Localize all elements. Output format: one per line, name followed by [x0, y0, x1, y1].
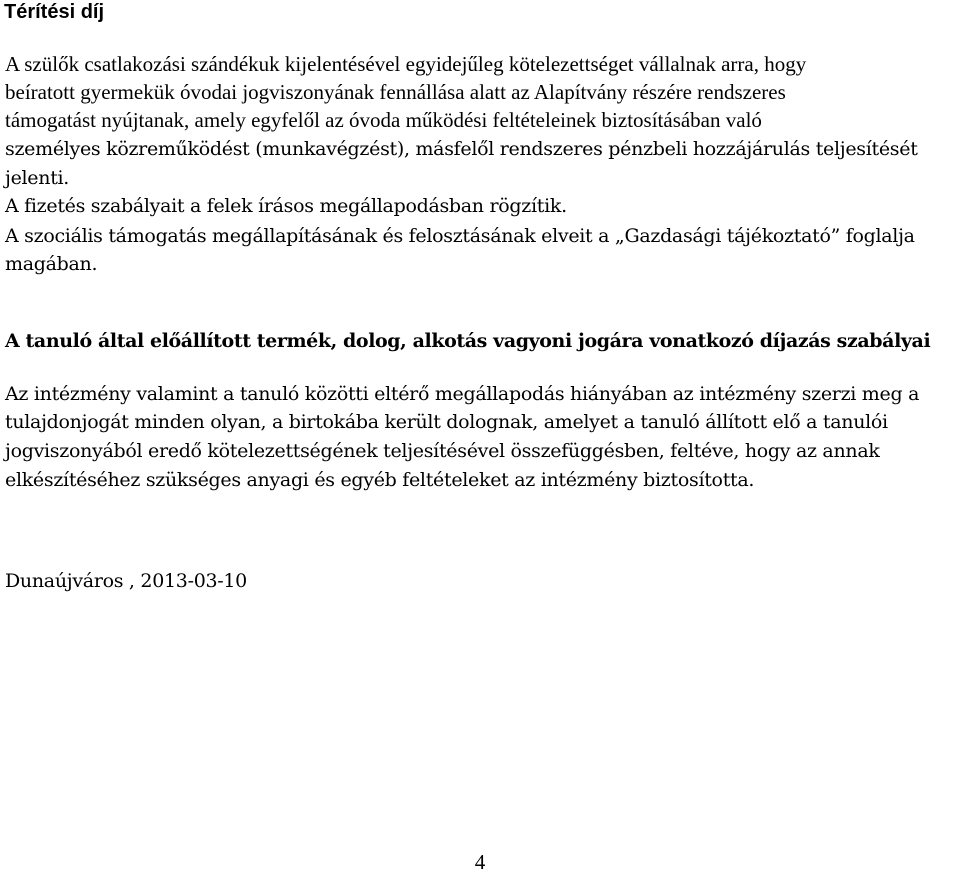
section-heading-fee: Térítési díj: [4, 1, 105, 23]
paragraph-line: A szülők csatlakozási szándékuk kijelentésével egyidejűleg kötelezettséget vállalnak arra, hogy: [5, 52, 807, 76]
paragraph-line: személyes közreműködést (munkavégzést), másfelől rendszeres pénzbeli hozzájárulás teljesítését: [5, 138, 918, 160]
place-and-date: Dunaújváros , 2013-03-10: [5, 570, 247, 592]
paragraph-line: A fizetés szabályait a felek írásos megállapodásban rögzítik.: [5, 195, 567, 217]
paragraph-line: magában.: [5, 253, 98, 275]
section-heading-rights: A tanuló által előállított termék, dolog, alkotás vagyoni jogára vonatkozó díjazás szabályai: [5, 330, 931, 352]
paragraph-line: támogatást nyújtanak, amely egyfelől az óvoda működési feltételeinek biztosításában való: [5, 108, 762, 132]
paragraph-line: beíratott gyermekük óvodai jogviszonyának fennállása alatt az Alapítvány részére rendszeres: [5, 80, 786, 104]
paragraph-line: jelenti.: [5, 167, 70, 189]
paragraph-line: elkészítéséhez szükséges anyagi és egyéb feltételeket az intézmény biztosította.: [5, 469, 755, 491]
page-number: 4: [474, 850, 486, 874]
paragraph-line: A szociális támogatás megállapításának és felosztásának elveit a „Gazdasági tájékoztató” foglalja: [5, 225, 915, 247]
paragraph-line: Az intézmény valamint a tanuló közötti eltérő megállapodás hiányában az intézmény szerzi meg a: [5, 383, 920, 405]
paragraph-line: jogviszonyából eredő kötelezettségének teljesítésével összefüggésben, feltéve, hogy az annak: [5, 440, 880, 462]
paragraph-line: tulajdonjogát minden olyan, a birtokába került dolognak, amelyet a tanuló állított elő a tanulói: [5, 411, 888, 433]
